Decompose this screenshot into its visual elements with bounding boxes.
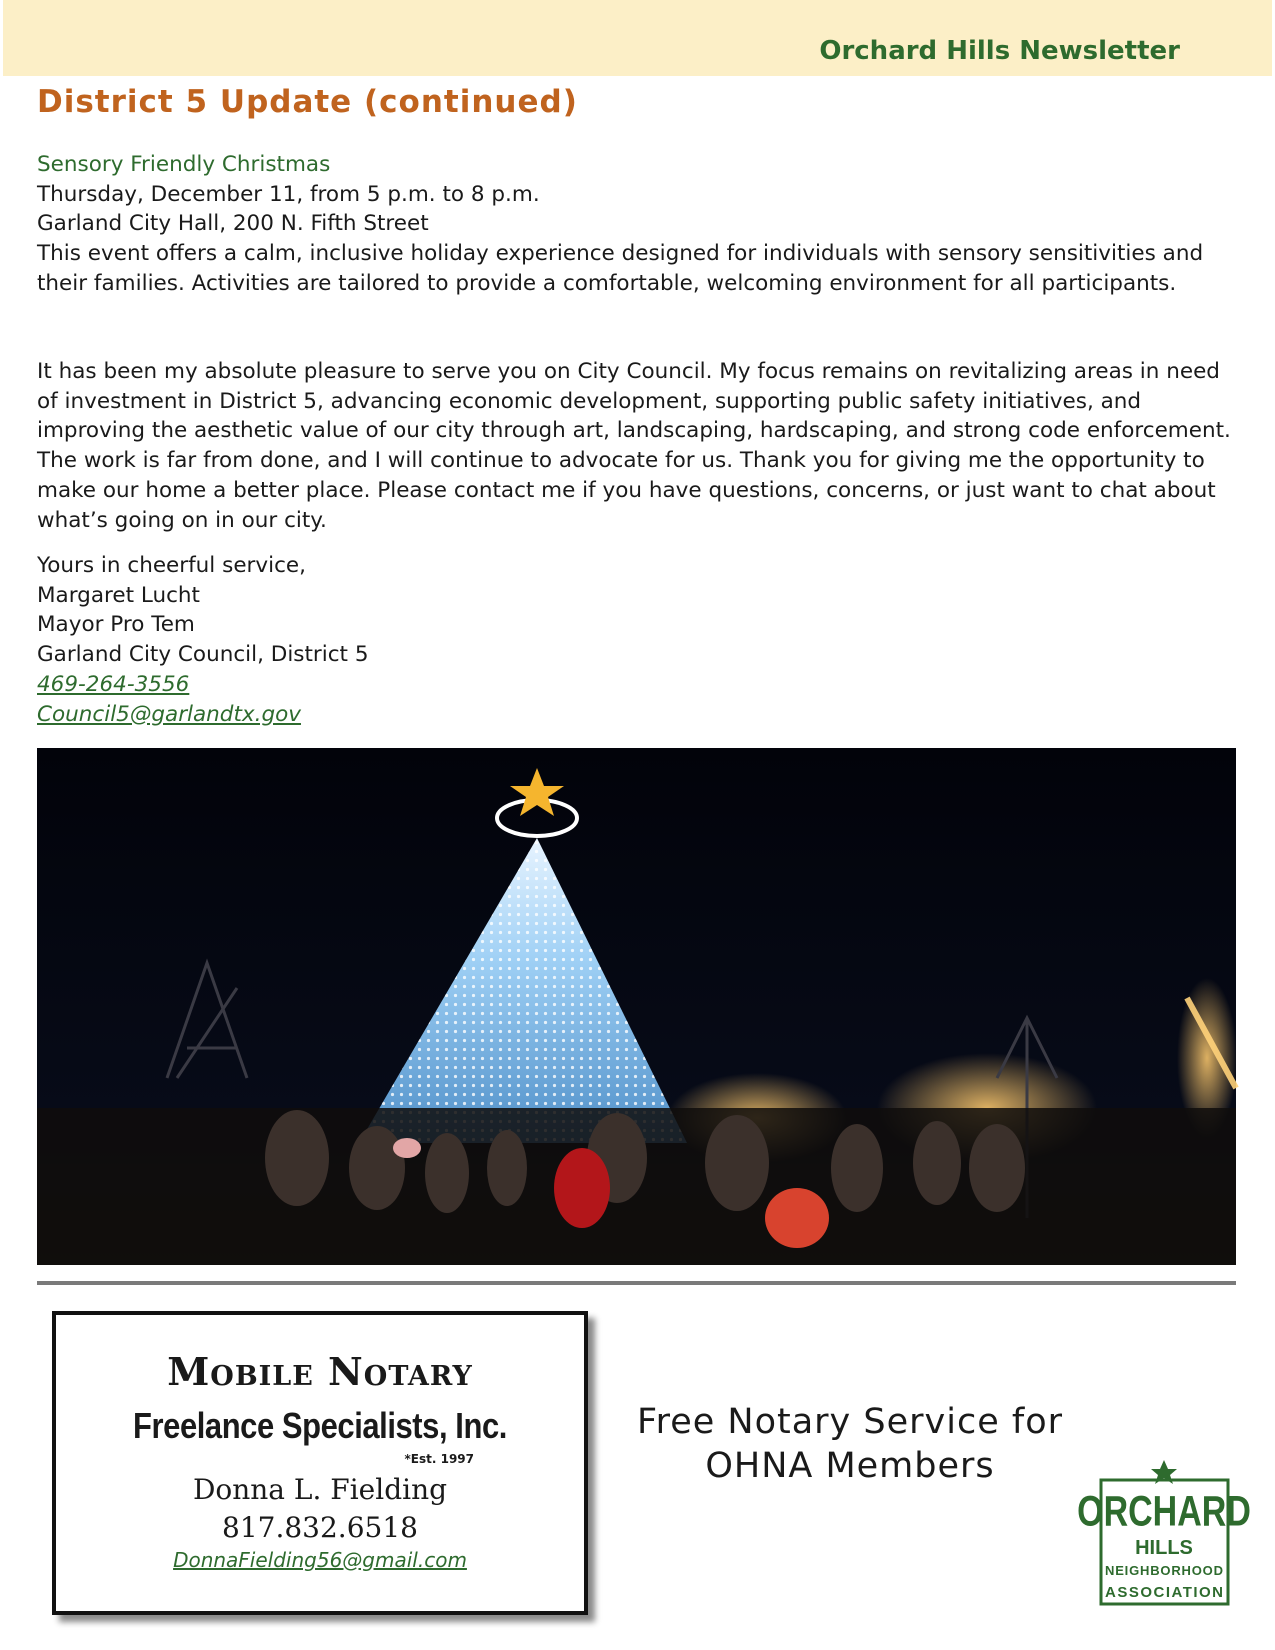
ad-phone: 817.832.6518 (222, 1511, 418, 1544)
notary-note-line2: OHNA Members (705, 1446, 995, 1486)
council-message: It has been my absolute pleasure to serve you on City Council. My focus remains on revitalizing areas in need of investment in District 5, advancing economic development, supporting public safety initiatives, and improving the aesthetic value of our city through art, landscaping, hardscaping, and strong code enforcement. The work is far from done, and I will continue to advocate for us. Thank you for giving me the opportunity to make our home a better place. Please contact me if you have questions, concerns, or just want to chat about what’s going on in our city. (37, 359, 1231, 533)
logo-line1: ORCHARD (1077, 1487, 1251, 1536)
event-location: Garland City Hall, 200 N. Fifth Street (37, 211, 429, 237)
logo-line4: ASSOCIATION (1105, 1584, 1223, 1601)
signature-name: Margaret Lucht (37, 582, 200, 608)
christmas-tree-photo (37, 748, 1236, 1265)
ad-established: *Est. 1997 (404, 1452, 474, 1466)
ad-email-link[interactable]: DonnaFielding56@gmail.com (173, 1548, 467, 1572)
signature-office: Garland City Council, District 5 (37, 642, 369, 668)
logo-line3: NEIGHBORHOOD (1105, 1563, 1223, 1578)
notary-note-line1: Free Notary Service for (637, 1402, 1063, 1442)
event-description: This event offers a calm, inclusive holiday experience designed for individuals with sensory sensitivities and their families. Activities are tailored to provide a comfortable, welcoming environment for all participants. (37, 241, 1204, 296)
section-divider (37, 1281, 1236, 1285)
event-title: Sensory Friendly Christmas (37, 152, 331, 177)
ad-contact-name: Donna L. Fielding (192, 1473, 448, 1506)
email-link[interactable]: Council5@garlandtx.gov (37, 701, 301, 727)
newsletter-title: Orchard Hills Newsletter (819, 36, 1180, 66)
ad-company: Freelance Specialists, Inc. (133, 1405, 507, 1446)
event-date: Thursday, December 11, from 5 p.m. to 8 p.m. (37, 181, 540, 207)
signature-block (37, 551, 1247, 729)
ad-title: Mobile Notary (167, 1349, 473, 1394)
mobile-notary-ad (52, 1311, 588, 1615)
event-block (37, 150, 1247, 299)
signature-title: Mayor Pro Tem (37, 612, 195, 638)
notary-note (620, 1400, 1080, 1488)
phone-link[interactable]: 469-264-3556 (37, 671, 190, 697)
signature-closing: Yours in cheerful service, (37, 553, 306, 578)
section-heading: District 5 Update (continued) (37, 84, 578, 120)
ohna-logo (1077, 1458, 1251, 1608)
logo-line2: HILLS (1135, 1537, 1193, 1559)
